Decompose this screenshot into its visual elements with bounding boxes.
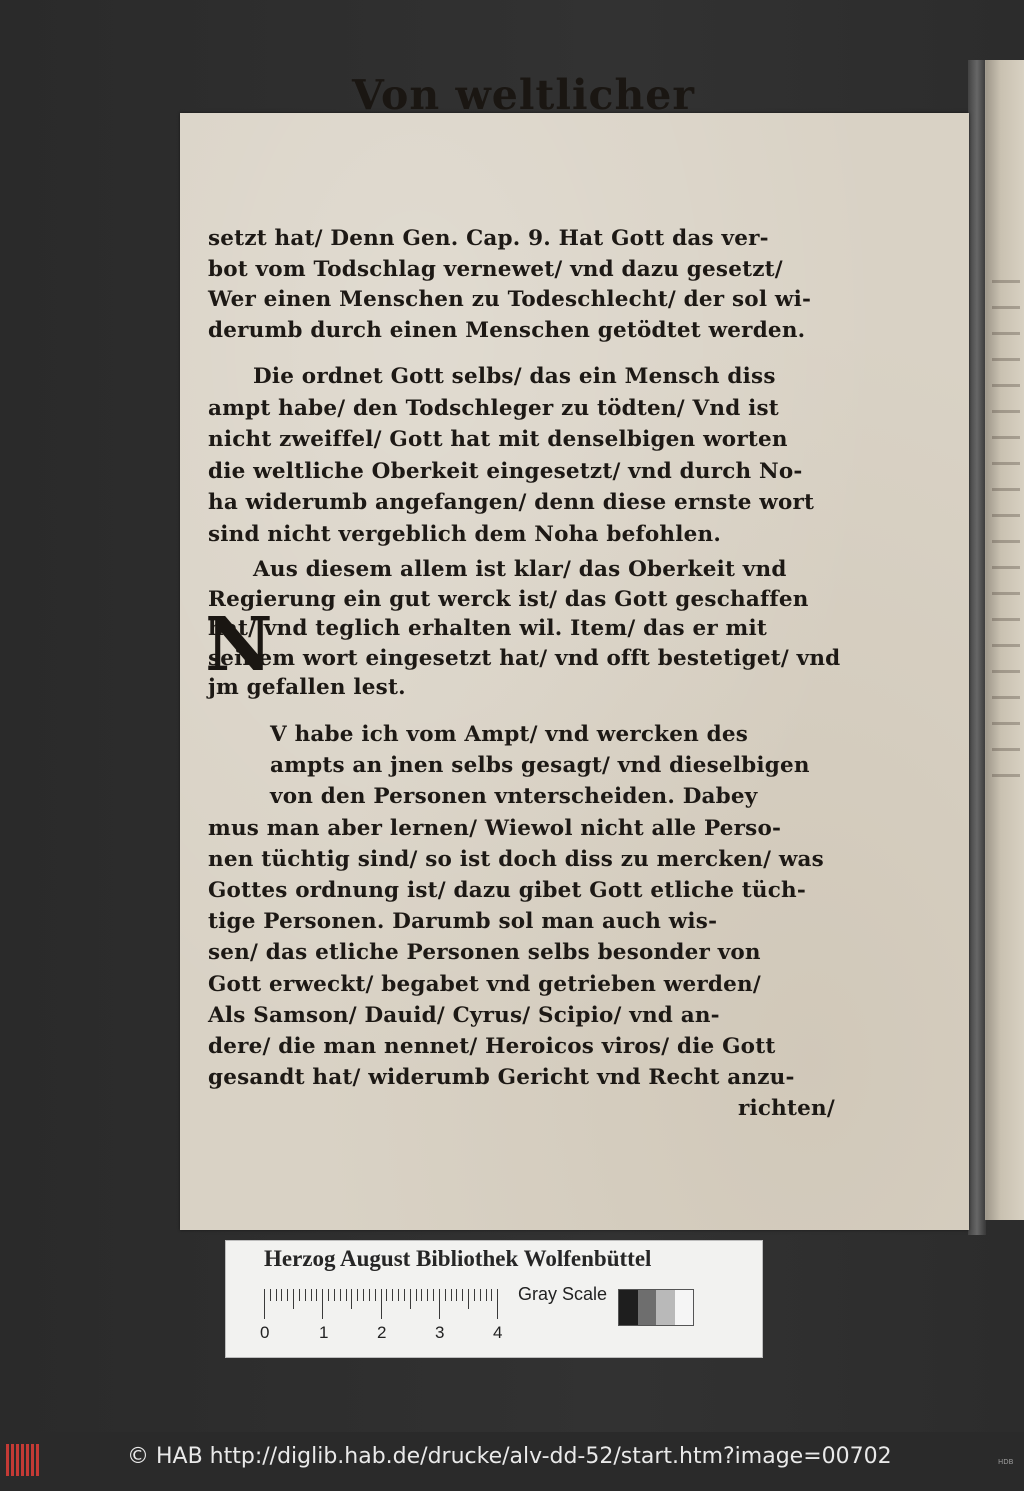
scale-tick xyxy=(404,1289,405,1301)
scale-tick xyxy=(281,1289,282,1301)
text-line: Gott erweckt/ begabet vnd getrieben werden/ xyxy=(208,971,761,997)
text-line: Regierung ein gut werck ist/ das Gott geschaffen xyxy=(208,586,809,612)
text-line: ampt habe/ den Todschleger zu tödten/ Vnd ist xyxy=(208,395,779,421)
page-heading: Von weltlicher xyxy=(352,71,695,119)
scale-number: 1 xyxy=(319,1323,329,1342)
gray-swatch xyxy=(638,1290,657,1325)
text-line: setzt hat/ Denn Gen. Cap. 9. Hat Gott das ver- xyxy=(208,226,769,251)
gray-swatch xyxy=(619,1290,638,1325)
scale-tick xyxy=(427,1289,428,1301)
scale-tick xyxy=(381,1289,382,1319)
scale-tick xyxy=(351,1289,352,1309)
text-line: Als Samson/ Dauid/ Cyrus/ Scipio/ vnd an- xyxy=(208,1002,720,1028)
scale-tick xyxy=(410,1289,411,1309)
scale-tick xyxy=(433,1289,434,1301)
scale-tick xyxy=(486,1289,487,1301)
scale-tick xyxy=(316,1289,317,1301)
footer-bar xyxy=(0,1432,1024,1491)
scale-tick xyxy=(416,1289,417,1301)
scale-tick xyxy=(334,1289,335,1301)
gray-scale-label: Gray Scale xyxy=(518,1284,608,1304)
text-line: hat/ vnd teglich erhalten wil. Item/ das er mit xyxy=(208,616,767,641)
scale-tick xyxy=(357,1289,358,1301)
scale-tick xyxy=(451,1289,452,1301)
gray-swatch xyxy=(656,1290,675,1325)
text-line: sind nicht vergeblich dem Noha befohlen. xyxy=(208,521,722,547)
centimeter-scale xyxy=(264,1289,504,1319)
scale-tick xyxy=(386,1289,387,1301)
text-line: nicht zweiffel/ Gott hat mit denselbigen worten xyxy=(208,427,788,452)
gray-swatch xyxy=(675,1290,694,1325)
scale-tick xyxy=(375,1289,376,1301)
scale-tick xyxy=(491,1289,492,1301)
footer-mark: HDB xyxy=(998,1458,1014,1466)
text-line: derumb durch einen Menschen getödtet werden. xyxy=(208,317,806,343)
color-ruler-card xyxy=(225,1240,763,1358)
drop-capital: N xyxy=(205,602,273,688)
text-line: mus man aber lernen/ Wiewol nicht alle Perso- xyxy=(208,815,782,841)
scale-tick xyxy=(322,1289,323,1319)
text-line: nen tüchtig sind/ so ist doch diss zu mercken/ was xyxy=(208,846,824,872)
scale-tick xyxy=(346,1289,347,1301)
text-line: Wer einen Menschen zu Todeschlecht/ der sol wi- xyxy=(208,287,812,312)
text-line: Aus diesem allem ist klar/ das Oberkeit vnd xyxy=(253,557,787,582)
scale-tick xyxy=(421,1289,422,1301)
scale-tick xyxy=(299,1289,300,1301)
scale-number: 3 xyxy=(435,1323,445,1342)
text-line: tige Personen. Darumb sol man auch wis- xyxy=(208,909,718,935)
scale-tick xyxy=(293,1289,294,1309)
scale-tick xyxy=(311,1289,312,1301)
scale-tick xyxy=(456,1289,457,1301)
scale-tick xyxy=(363,1289,364,1301)
scale-tick xyxy=(468,1289,469,1309)
scale-tick xyxy=(474,1289,475,1301)
scale-tick xyxy=(276,1289,277,1301)
glass-reflection xyxy=(968,60,986,1235)
library-name: Herzog August Bibliothek Wolfenbüttel xyxy=(264,1246,652,1271)
text-line: von den Personen vnterscheiden. Dabey xyxy=(270,784,758,810)
scale-tick xyxy=(398,1289,399,1301)
scale-tick xyxy=(462,1289,463,1301)
text-line: ha widerumb angefangen/ denn diese ernste wort xyxy=(208,490,815,515)
scale-tick xyxy=(480,1289,481,1301)
scale-tick xyxy=(392,1289,393,1301)
text-line: dere/ die man nennet/ Heroicos viros/ die Gott xyxy=(208,1034,776,1059)
text-line: bot vom Todschlag vernewet/ vnd dazu gesetzt/ xyxy=(208,256,783,282)
text-line: Gottes ordnung ist/ dazu gibet Gott etliche tüch- xyxy=(208,878,806,903)
scale-tick xyxy=(497,1289,498,1319)
scale-tick xyxy=(328,1289,329,1301)
scale-tick xyxy=(287,1289,288,1301)
adjacent-page-text xyxy=(992,280,1020,800)
scale-tick xyxy=(340,1289,341,1301)
scale-tick xyxy=(264,1289,265,1319)
copyright-url[interactable]: © HAB http://diglib.hab.de/drucke/alv-dd-52/start.htm?image=00702 xyxy=(127,1444,892,1469)
text-line: gesandt hat/ widerumb Gericht vnd Recht anzu- xyxy=(208,1065,795,1091)
scale-tick xyxy=(445,1289,446,1301)
text-line: die weltliche Oberkeit eingesetzt/ vnd durch No- xyxy=(208,458,803,484)
text-line: seinem wort eingesetzt hat/ vnd offt bestetiget/ vnd xyxy=(208,645,841,671)
text-line: jm gefallen lest. xyxy=(208,675,406,700)
scale-tick xyxy=(369,1289,370,1301)
gray-scale-swatches xyxy=(618,1289,694,1326)
scale-tick xyxy=(439,1289,440,1319)
text-line: richten/ xyxy=(738,1096,835,1122)
scale-tick xyxy=(270,1289,271,1301)
text-line: ampts an jnen selbs gesagt/ vnd dieselbigen xyxy=(270,753,810,779)
scale-number: 2 xyxy=(377,1323,387,1342)
scale-tick xyxy=(305,1289,306,1301)
text-line: sen/ das etliche Personen selbs besonder von xyxy=(208,940,761,966)
hab-logo-icon xyxy=(6,1444,40,1476)
scale-number: 4 xyxy=(493,1323,503,1342)
text-line: V habe ich vom Ampt/ vnd wercken des xyxy=(270,722,749,747)
text-line: Die ordnet Gott selbs/ das ein Mensch diss xyxy=(253,364,776,389)
scale-number: 0 xyxy=(260,1323,270,1342)
